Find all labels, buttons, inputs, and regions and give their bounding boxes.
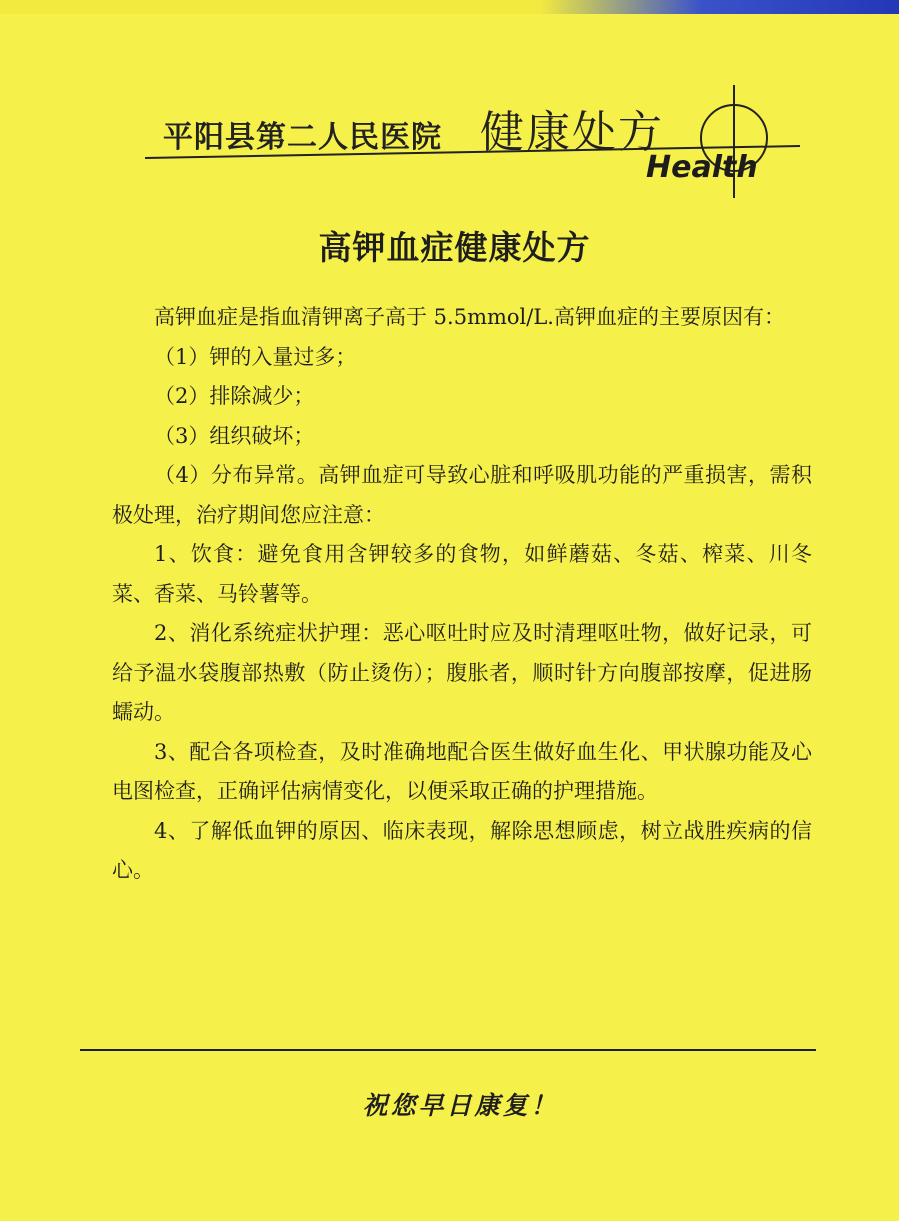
brand-title: 健康处方 bbox=[480, 107, 664, 158]
document-title: 高钾血症健康处方 bbox=[318, 228, 591, 267]
brand-subtitle: Health bbox=[646, 150, 758, 185]
document-body bbox=[112, 298, 812, 891]
letterhead bbox=[0, 0, 899, 210]
footer-divider bbox=[80, 1049, 816, 1051]
cause-item: （1）钾的入量过多； bbox=[154, 344, 357, 369]
cause-item: （3）组织破坏； bbox=[154, 423, 315, 448]
hospital-name: 平阳县第二人民医院 bbox=[163, 120, 442, 155]
advice-item: 1、饮食：避免食用含钾较多的食物，如鲜蘑菇、冬菇、榨菜、川冬菜、香菜、马铃薯等。 bbox=[112, 542, 812, 606]
advice-item: 4、了解低血钾的原因、临床表现，解除思想顾虑，树立战胜疾病的信心。 bbox=[112, 818, 812, 882]
advice-item: 2、消化系统症状护理：恶心呕吐时应及时清理呕吐物，做好记录，可给予温水袋腹部热敷（防止烫伤）；腹胀者，顺时针方向腹部按摩，促进肠蠕动。 bbox=[112, 621, 812, 724]
closing-wish: 祝您早日康复！ bbox=[362, 1091, 559, 1120]
intro-paragraph: 高钾血症是指血清钾离子高于 5.5mmol/L.高钾血症的主要原因有： bbox=[154, 305, 785, 329]
cause-item: （2）排除减少； bbox=[154, 384, 315, 408]
crosshair-logo-icon bbox=[0, 0, 899, 210]
cause-item: （4）分布异常。高钾血症可导致心脏和呼吸肌功能的严重损害，需积极处理，治疗期间您应注意： bbox=[112, 463, 812, 527]
advice-item: 3、配合各项检查，及时准确地配合医生做好血生化、甲状腺功能及心电图检查，正确评估病情变化，以便采取正确的护理措施。 bbox=[112, 739, 812, 803]
